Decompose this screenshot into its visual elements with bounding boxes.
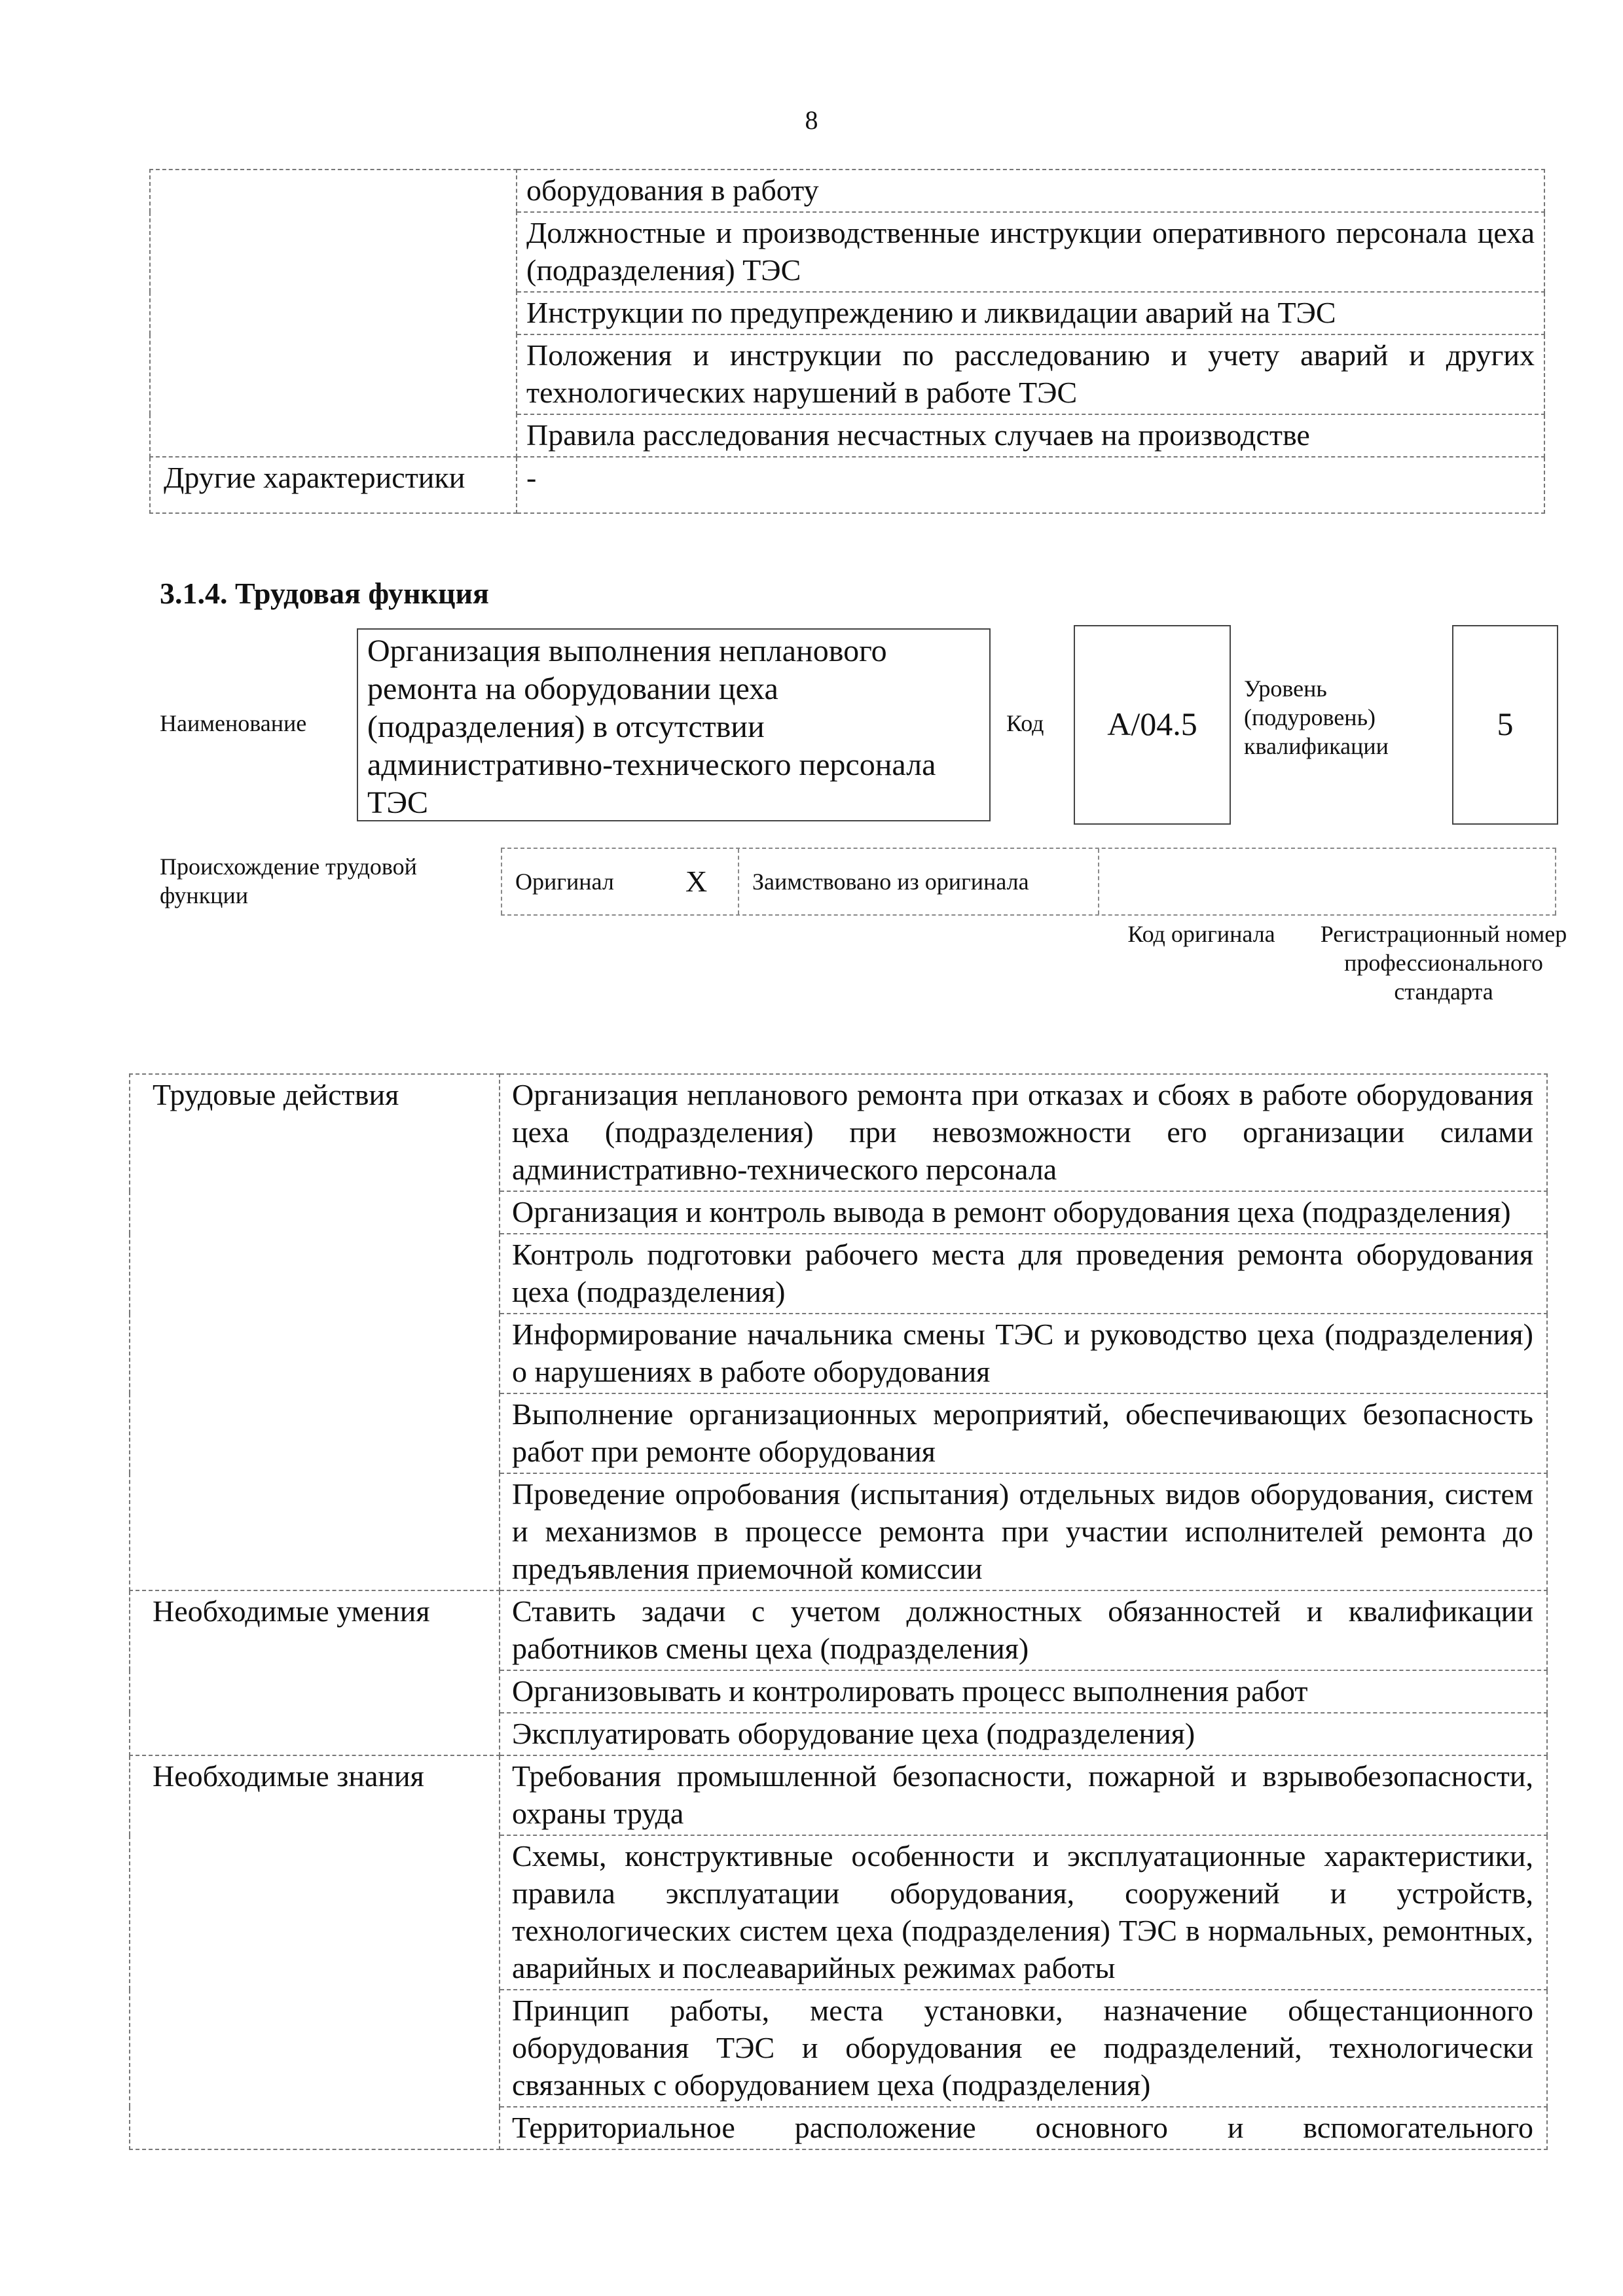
original-mark: X <box>685 865 708 898</box>
knowledge-item: Требования промышленной безопасности, пожарной и взрывобезопасности, охраны труда <box>500 1755 1547 1835</box>
code-label: Код <box>1006 710 1044 736</box>
table-cell: Должностные и производственные инструкции оперативного персонала цеха (подразделения) ТЭС <box>517 212 1544 292</box>
divider <box>738 849 739 914</box>
knowledge-item: Принцип работы, места установки, назначение общестанционного оборудования ТЭС и оборудования ее подразделений, технологически связанных с оборудованием цеха (подразделения) <box>500 1990 1547 2107</box>
table-row <box>130 1074 1547 1191</box>
labor-action-item: Организация и контроль вывода в ремонт оборудования цеха (подразделения) <box>500 1191 1547 1234</box>
knowledge-label: Необходимые знания <box>130 1755 500 2149</box>
labor-action-item: Организация непланового ремонта при отказах и сбоях в работе оборудования цеха (подразделения) при невозможности его организации силами административно-технического персонала <box>500 1074 1547 1191</box>
labor-actions-label: Трудовые действия <box>130 1074 500 1590</box>
code-original-caption: Код оригинала <box>1127 921 1275 947</box>
skills-label: Необходимые умения <box>130 1590 500 1755</box>
table-row <box>130 1590 1547 1670</box>
knowledge-item: Схемы, конструктивные особенности и эксплуатационные характеристики, правила эксплуатации оборудования, сооружений и устройств, технологических систем цеха (подразделения) ТЭС в нормальных, ремонтных, аварийных и послеаварийных режимах работы <box>500 1835 1547 1990</box>
table-row <box>150 457 1544 513</box>
page-number: 8 <box>805 105 818 135</box>
empty-label-cell <box>150 170 517 457</box>
level-label: Уровень (подуровень) квалификации <box>1244 675 1389 759</box>
divider <box>1098 849 1099 914</box>
table-cell: оборудования в работу <box>517 170 1544 212</box>
function-name-box: Организация выполнения непланового ремонта на оборудовании цеха (подразделения) в отсутствии административно-технического персонала ТЭС <box>357 628 991 821</box>
table-cell: Правила расследования несчастных случаев на производстве <box>517 414 1544 457</box>
divider <box>1555 849 1556 914</box>
code-value-box: A/04.5 <box>1074 625 1231 825</box>
other-characteristics-value: - <box>517 457 1544 513</box>
table-row <box>130 1755 1547 1835</box>
function-details-table <box>129 1073 1548 2150</box>
borrowed-label: Заимствовано из оригинала <box>752 869 1029 895</box>
section-heading: 3.1.4. Трудовая функция <box>160 577 489 610</box>
name-label: Наименование <box>160 710 307 736</box>
labor-action-item: Информирование начальника смены ТЭС и руководство цеха (подразделения) о нарушениях в работе оборудования <box>500 1314 1547 1393</box>
top-continuation-table <box>149 169 1545 514</box>
knowledge-item: Территориальное расположение основного и вспомогательного <box>500 2107 1547 2149</box>
table-cell: Инструкции по предупреждению и ликвидации аварий на ТЭС <box>517 292 1544 334</box>
skill-item: Организовывать и контролировать процесс выполнения работ <box>500 1670 1547 1713</box>
origin-row <box>501 848 1556 916</box>
other-characteristics-label: Другие характеристики <box>150 457 517 513</box>
labor-action-item: Выполнение организационных мероприятий, обеспечивающих безопасность работ при ремонте оборудования <box>500 1393 1547 1473</box>
skill-item: Эксплуатировать оборудование цеха (подразделения) <box>500 1713 1547 1755</box>
labor-action-item: Контроль подготовки рабочего места для проведения ремонта оборудования цеха (подразделения) <box>500 1234 1547 1314</box>
origin-label: Происхождение трудовой функции <box>160 853 417 908</box>
skill-item: Ставить задачи с учетом должностных обязанностей и квалификации работников смены цеха (подразделения) <box>500 1590 1547 1670</box>
reg-number-caption: Регистрационный номер профессионального стандарта <box>1320 921 1567 1005</box>
original-label: Оригинал <box>515 869 614 895</box>
labor-action-item: Проведение опробования (испытания) отдельных видов оборудования, систем и механизмов в процессе ремонта при участии исполнителей ремонта до предъявления приемочной комиссии <box>500 1473 1547 1590</box>
table-row <box>150 170 1544 212</box>
level-value-box: 5 <box>1452 625 1558 825</box>
table-cell: Положения и инструкции по расследованию и учету аварий и других технологических нарушений в работе ТЭС <box>517 334 1544 414</box>
divider <box>501 849 502 914</box>
